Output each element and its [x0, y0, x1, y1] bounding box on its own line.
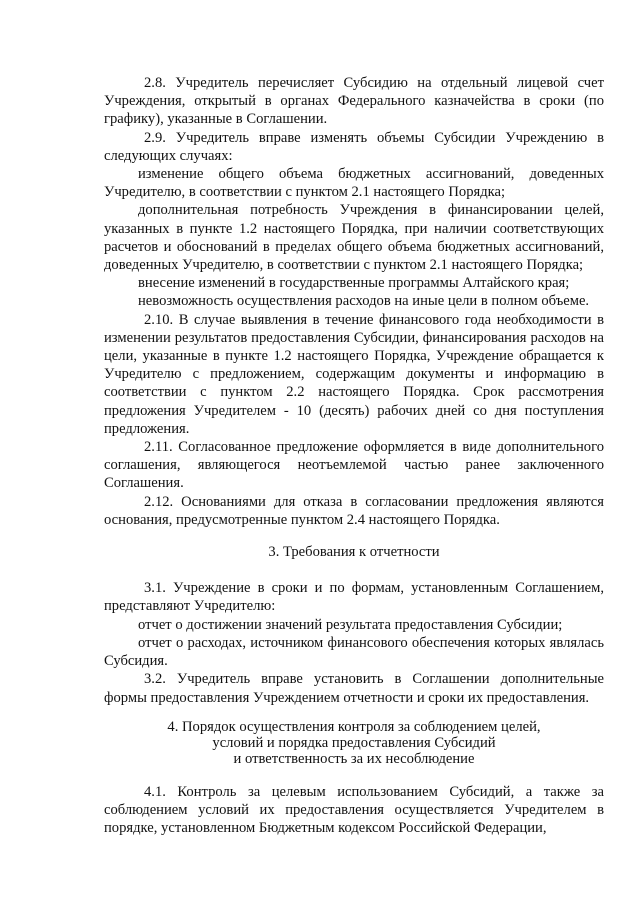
- paragraph-3-1: 3.1. Учреждение в сроки и по формам, установленным Соглашением, представляют Учредителю:: [104, 580, 604, 615]
- paragraph-4-1: 4.1. Контроль за целевым использованием Субсидий, а также за соблюдением условий их предоставления осуществляется Учредителем в порядке, установленном Бюджетным кодексом Российской Федерации,: [104, 783, 604, 837]
- paragraph-2-11: 2.11. Согласованное предложение оформляется в виде дополнительного соглашения, являющегося неотъемлемой частью ранее заключенного Соглашения.: [104, 439, 604, 492]
- section-4-heading: [104, 719, 604, 767]
- paragraph-2-9-case-1: изменение общего объема бюджетных ассигнований, доведенных Учредителю, в соответствии с пунктом 2.1 настоящего Порядка;: [104, 166, 604, 201]
- paragraph-2-12: 2.12. Основаниями для отказа в согласовании предложения являются основания, предусмотренные пунктом 2.4 настоящего Порядка.: [104, 493, 604, 528]
- paragraph-3-2: 3.2. Учредитель вправе установить в Соглашении дополнительные формы предоставления Учреждением отчетности и сроки их предоставления.: [104, 671, 604, 706]
- paragraph-2-9-case-3: внесение изменений в государственные программы Алтайского края;: [138, 275, 570, 292]
- paragraph-3-1-item-1: отчет о достижении значений результата предоставления Субсидии;: [138, 616, 563, 633]
- paragraph-2-9: 2.9. Учредитель вправе изменять объемы Субсидии Учреждению в следующих случаях:: [104, 129, 604, 164]
- section-4-heading-line-2: условий и порядка предоставления Субсидий: [212, 734, 496, 751]
- paragraph-2-9-case-4: невозможность осуществления расходов на иные цели в полном объеме.: [138, 293, 590, 310]
- paragraph-3-1-item-2: отчет о расходах, источником финансового обеспечения которых являлась Субсидия.: [104, 634, 604, 670]
- paragraph-2-8: 2.8. Учредитель перечисляет Субсидию на отдельный лицевой счет Учреждения, открытый в органах Федерального казначейства в сроки (по графику), указанные в Соглашении.: [104, 75, 604, 128]
- paragraph-2-9-case-2: дополнительная потребность Учреждения в финансировании целей, указанных в пункте 1.2 настоящего Порядка, при наличии соответствующих расчетов и обоснований в пределах общего объема бюджетных ассигнований, доведенных Учредителю, в соответствии с пунктом 2.1 настоящего Порядка;: [104, 202, 604, 274]
- section-4-heading-line-3: и ответственность за их несоблюдение: [233, 750, 475, 767]
- paragraph-2-10: 2.10. В случае выявления в течение финансового года необходимости в изменении результатов предоставления Субсидии, финансирования расходов на цели, указанные в пункте 1.2 настоящего Порядка, Учреждение обращается к Учредителю с предложением, содержащим документы и информацию в соответствии с пунктом 2.2 настоящего Порядка. Срок рассмотрения предложения Учредителем - 10 (десять) рабочих дней со дня поступления предложения.: [104, 311, 604, 437]
- section-4-heading-line-1: 4. Порядок осуществления контроля за соблюдением целей,: [167, 718, 541, 735]
- section-3-heading: 3. Требования к отчетности: [268, 544, 440, 561]
